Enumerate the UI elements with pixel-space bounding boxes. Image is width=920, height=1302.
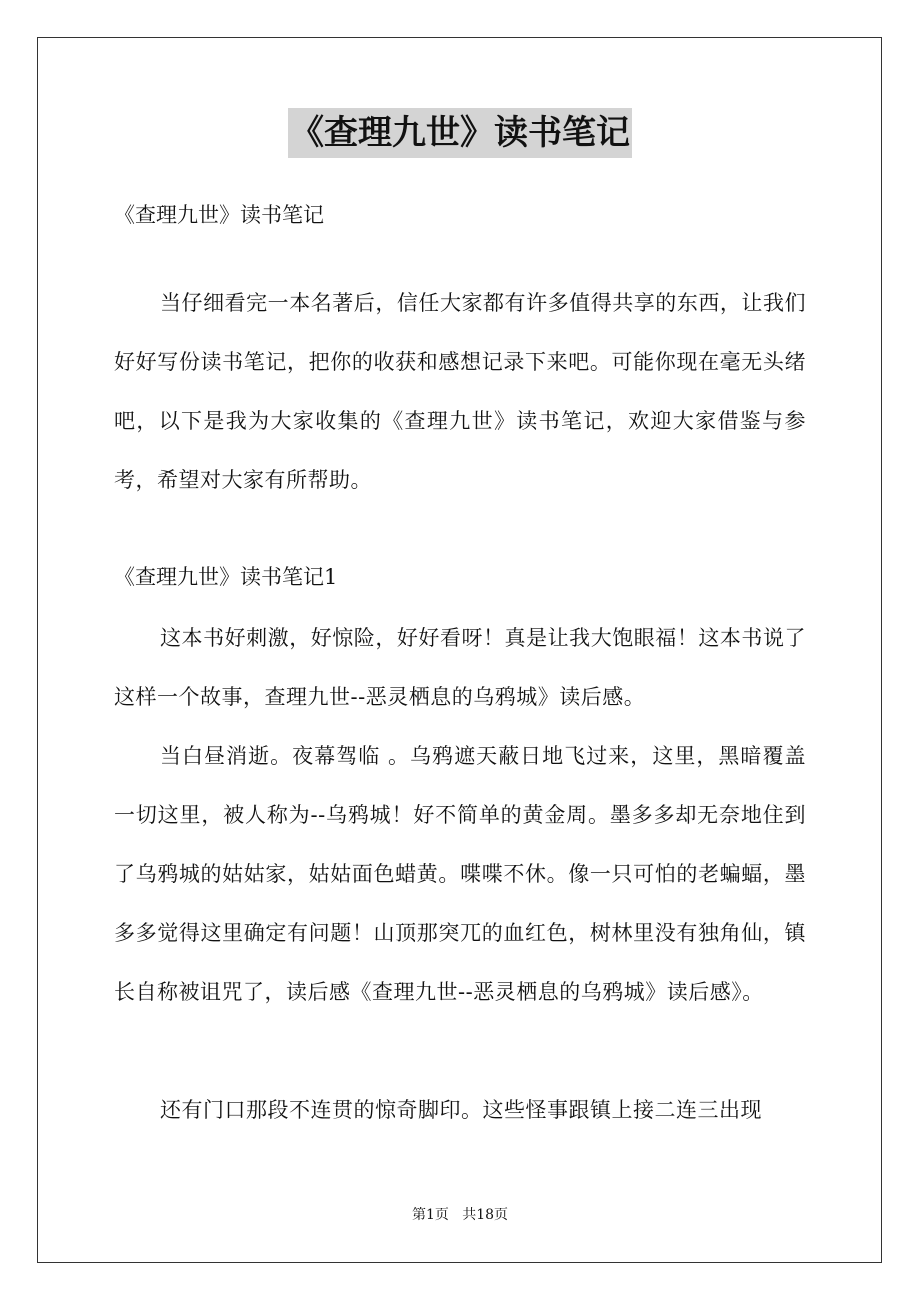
intro-paragraph: 当仔细看完一本名著后，信任大家都有许多值得共享的东西，让我们好好写份读书笔记，把你的收获和感想记录下来吧。可能你现在毫无头绪吧，以下是我为大家收集的《查理九世》读书笔记，欢迎大家借鉴与参考，希望对大家有所帮助。	[114, 291, 806, 492]
subtitle: 《查理九世》读书笔记	[114, 203, 324, 227]
page-footer: 第1页 共18页	[411, 1207, 509, 1223]
document-title	[0, 108, 920, 158]
body-paragraph: 这本书好刺激，好惊险，好好看呀！真是让我大饱眼福！这本书说了这样一个故事，查理九世--恶灵栖息的乌鸦城》读后感。	[114, 626, 806, 709]
body-paragraph: 当白昼消逝。夜幕驾临 。乌鸦遮天蔽日地飞过来，这里，黑暗覆盖一切这里，被人称为--乌鸦城！好不简单的黄金周。墨多多却无奈地住到了乌鸦城的姑姑家，姑姑面色蜡黄。喋喋不休。像一只可怕的老蝙蝠，墨多多觉得这里确定有问题！山顶那突兀的血红色，树林里没有独角仙，镇长自称被诅咒了，读后感《查理九世--恶灵栖息的乌鸦城》读后感》。	[114, 744, 806, 1004]
body-paragraph: 还有门口那段不连贯的惊奇脚印。这些怪事跟镇上接二连三出现	[160, 1098, 762, 1122]
section-heading: 《查理九世》读书笔记1	[114, 565, 338, 589]
document-title-text: 《查理九世》读书笔记	[288, 108, 632, 158]
